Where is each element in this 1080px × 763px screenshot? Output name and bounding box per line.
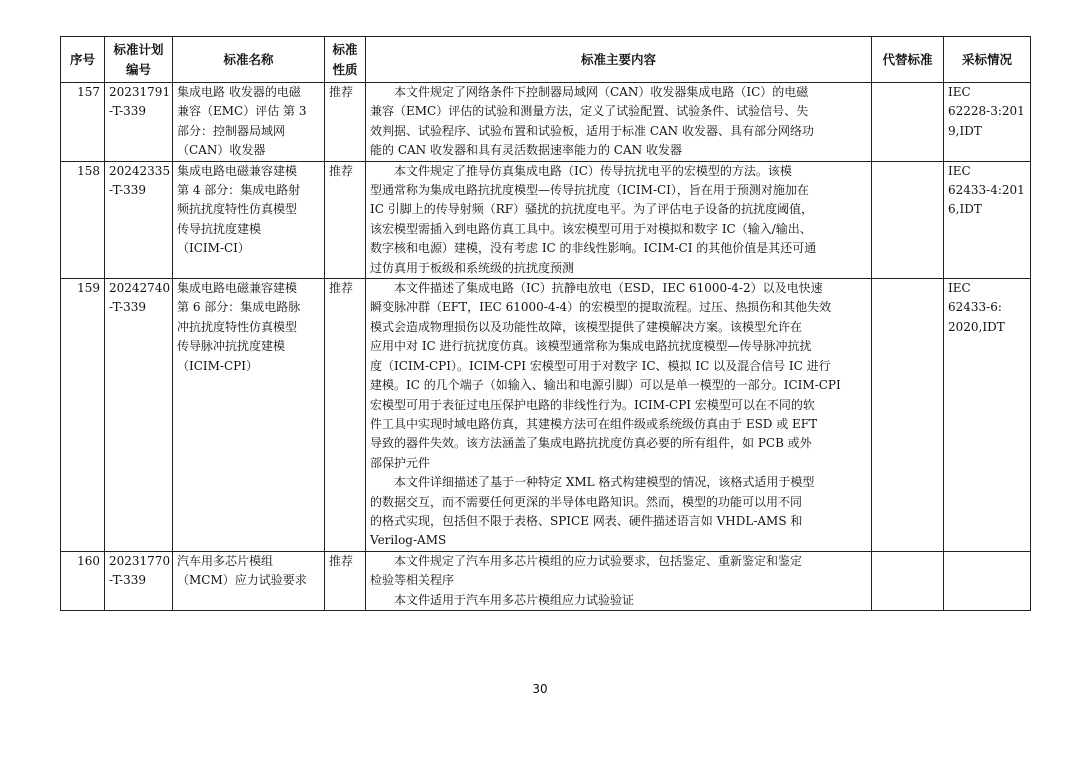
row-replace xyxy=(872,279,944,552)
table-row xyxy=(61,551,1031,610)
content-line: 本文件规定了网络条件下控制器局域网（CAN）收发器集成电路（IC）的电磁 xyxy=(394,85,809,99)
adopt-line: IEC xyxy=(948,163,971,178)
row-adopt xyxy=(944,279,1031,552)
content-line: 本文件详细描述了基于一种特定 XML 格式构建模型的情况，该格式适用于模型 xyxy=(394,475,815,490)
plan-no-line: -T-339 xyxy=(109,183,147,198)
adopt-line: 62228-3:201 xyxy=(948,104,1025,119)
row-adopt xyxy=(944,161,1031,278)
row-seq: 160 xyxy=(61,551,105,610)
adopt-line: 6,IDT xyxy=(948,202,982,217)
row-standard-name xyxy=(173,279,325,552)
content-line: 宏模型可用于表征过电压保护电路的非线性行为。ICIM-CPI 宏模型可以在不同的软 xyxy=(370,397,815,412)
row-content xyxy=(366,83,872,162)
row-nature: 推荐 xyxy=(325,551,366,610)
row-replace xyxy=(872,551,944,610)
plan-no-line: -T-339 xyxy=(109,300,147,315)
row-plan-no xyxy=(105,551,173,610)
standard-name-line: 兼容（EMC）评估 第 3 xyxy=(177,104,307,119)
content-line: 本文件描述了集成电路（IC）抗静电放电（ESD，IEC 61000-4-2）以及电快速 xyxy=(394,281,823,296)
content-line: 检验等相关程序 xyxy=(370,573,455,588)
content-line: 模式会造成物理损伤以及功能性故障，该模型提供了建模解决方案。该模型允许在 xyxy=(370,319,803,334)
adopt-line: IEC xyxy=(948,281,971,296)
content-line: 应用中对 IC 进行抗扰度仿真。该模型通常称为集成电路抗扰度模型—传导脉冲抗扰 xyxy=(370,339,812,354)
standard-name-line: 冲抗扰度特性仿真模型 xyxy=(177,319,298,334)
row-adopt xyxy=(944,83,1031,162)
plan-no-line: 20231770 xyxy=(109,553,171,568)
row-standard-name xyxy=(173,83,325,162)
content-line: 的格式实现，包括但不限于表格、SPICE 网表、硬件描述语言如 VHDL-AMS 和 xyxy=(370,513,803,528)
row-nature: 推荐 xyxy=(325,279,366,552)
header-row xyxy=(61,37,1031,83)
content-line: 度（ICIM-CPI）。ICIM-CPI 宏模型可用于对数字 IC、模拟 IC 以及混合信号 IC 进行 xyxy=(370,358,831,373)
plan-no-line: 20231791 xyxy=(109,85,171,99)
header-nature-line: 性质 xyxy=(332,61,358,77)
content-line: Verilog-AMS xyxy=(370,533,447,548)
row-content xyxy=(366,279,872,552)
row-standard-name xyxy=(173,161,325,278)
content-line: 过仿真用于板级和系统级的抗扰度预测 xyxy=(370,260,575,275)
content-line: 数字核和电源）建模，没有考虑 IC 的非线性影响。ICIM-CI 的其他价值是其还可通 xyxy=(370,241,817,256)
row-nature: 推荐 xyxy=(325,83,366,162)
header-plan-no xyxy=(105,37,173,83)
standard-name-line: 部分：控制器局域网 xyxy=(177,123,286,138)
adopt-line: 62433-4:201 xyxy=(948,183,1025,198)
content-line: 导致的器件失效。该方法涵盖了集成电路抗扰度仿真必要的所有组件，如 PCB 或外 xyxy=(370,436,812,451)
standard-name-line: 传导脉冲抗扰度建模 xyxy=(177,339,286,354)
standard-name-line: 第 6 部分：集成电路脉 xyxy=(177,300,301,315)
page-number: 30 xyxy=(532,682,548,696)
content-line: 该宏模型需插入到电路仿真工具中。该宏模型可用于对模拟和数字 IC（输入/输出、 xyxy=(370,221,812,236)
content-line: 建模。IC 的几个端子（如输入、输出和电源引脚）可以是单一模型的一部分。ICIM-CPI xyxy=(370,378,841,393)
content-line: 型通常称为集成电路抗扰度模型—传导抗扰度（ICIM-CI），旨在用于预测对施加在 xyxy=(370,183,809,198)
table-row xyxy=(61,83,1031,162)
row-plan-no xyxy=(105,83,173,162)
content-line: 本文件适用于汽车用多芯片模组应力试验验证 xyxy=(394,592,635,607)
row-plan-no xyxy=(105,161,173,278)
table-row xyxy=(61,161,1031,278)
table-body xyxy=(61,83,1031,611)
plan-no-line: 20242740 xyxy=(109,281,171,296)
header-replace: 代替标准 xyxy=(872,37,944,83)
content-line: 本文件规定了推导仿真集成电路（IC）传导抗扰电平的宏模型的方法。该模 xyxy=(394,163,792,178)
plan-no-line: 20242335 xyxy=(109,163,171,178)
standard-name-line: 集成电路 收发器的电磁 xyxy=(177,85,301,99)
standard-name-line: （MCM）应力试验要求 xyxy=(177,573,307,588)
header-nature-line: 标准 xyxy=(332,41,358,57)
adopt-line: 9,IDT xyxy=(948,123,982,138)
header-adopt: 采标情况 xyxy=(944,37,1031,83)
plan-no-line: -T-339 xyxy=(109,104,147,119)
header-nature xyxy=(325,37,366,83)
table-row xyxy=(61,279,1031,552)
content-line: 瞬变脉冲群（EFT，IEC 61000-4-4）的宏模型的提取流程。过压、热损伤和其他失效 xyxy=(370,300,832,315)
standard-name-line: 汽车用多芯片模组 xyxy=(177,553,274,568)
row-replace xyxy=(872,161,944,278)
row-adopt xyxy=(944,551,1031,610)
adopt-line: 2020,IDT xyxy=(948,319,1005,334)
adopt-line: IEC xyxy=(948,85,971,99)
header-plan-no-line: 编号 xyxy=(125,61,151,77)
content-line: 本文件规定了汽车用多芯片模组的应力试验要求，包括鉴定、重新鉴定和鉴定 xyxy=(394,553,803,568)
standard-name-line: 第 4 部分：集成电路射 xyxy=(177,183,301,198)
content-line: 兼容（EMC）评估的试验和测量方法，定义了试验配置、试验条件、试验信号、失 xyxy=(370,104,809,119)
standard-name-line: 集成电路电磁兼容建模 xyxy=(177,163,298,178)
row-seq: 159 xyxy=(61,279,105,552)
content-line: 效判据、试验程序、试验布置和试验板，适用于标准 CAN 收发器、具有部分网络功 xyxy=(370,123,814,138)
row-nature: 推荐 xyxy=(325,161,366,278)
row-plan-no xyxy=(105,279,173,552)
row-replace xyxy=(872,83,944,162)
standard-name-line: 频抗扰度特性仿真模型 xyxy=(177,202,298,217)
row-content xyxy=(366,161,872,278)
row-standard-name xyxy=(173,551,325,610)
plan-no-line: -T-339 xyxy=(109,573,147,588)
header-plan-no-line: 标准计划 xyxy=(113,41,164,57)
content-line: 件工具中实现时域电路仿真，其建模方法可在组件级或系统级仿真由于 ESD 或 EFT xyxy=(370,416,818,431)
header-content: 标准主要内容 xyxy=(366,37,872,83)
content-line: IC 引脚上的传导射频（RF）骚扰的抗扰度电平。为了评估电子设备的抗扰度阈值， xyxy=(370,202,814,217)
standard-name-line: （CAN）收发器 xyxy=(177,143,266,158)
row-seq: 157 xyxy=(61,83,105,162)
content-line: 部保护元件 xyxy=(370,455,431,470)
header-seq: 序号 xyxy=(61,37,105,83)
standard-name-line: 传导抗扰度建模 xyxy=(177,221,262,236)
adopt-line: 62433-6: xyxy=(948,300,1002,315)
content-line: 的数据交互，而不需要任何更深的半导体电路知识。然而，模型的功能可以用不同 xyxy=(370,494,803,509)
content-line: 能的 CAN 收发器和具有灵活数据速率能力的 CAN 收发器 xyxy=(370,143,682,158)
row-content xyxy=(366,551,872,610)
row-seq: 158 xyxy=(61,161,105,278)
standard-name-line: （ICIM-CPI） xyxy=(177,358,259,373)
standards-table xyxy=(60,36,1031,611)
header-name: 标准名称 xyxy=(173,37,325,83)
standard-name-line: （ICIM-CI） xyxy=(177,241,250,256)
standard-name-line: 集成电路电磁兼容建模 xyxy=(177,281,298,296)
